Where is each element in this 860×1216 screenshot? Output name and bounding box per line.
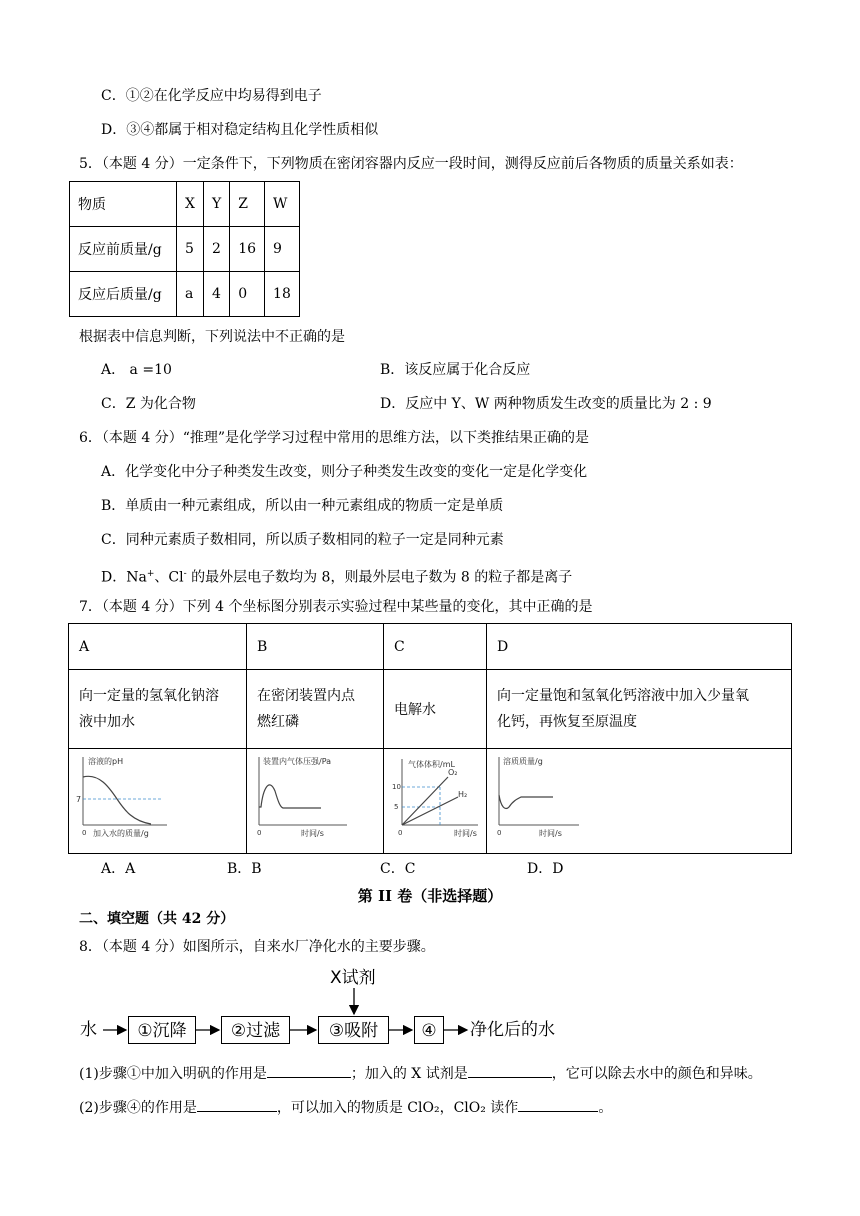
graph-b-ylabel: 装置内气体压强/Pa <box>263 757 332 766</box>
table-cell: 16 <box>230 227 265 272</box>
graph-d-ylabel: 溶质质量/g <box>503 757 543 766</box>
graph-table <box>68 623 792 854</box>
desc-d-line1: 向一定量饱和氢氧化钙溶液中加入少量氧 <box>497 688 749 704</box>
table-cell: 电解水 <box>384 670 487 749</box>
q6-option-d-prefix: D． <box>101 569 127 586</box>
q8-sub1-text-a: (1)步骤①中加入明矾的作用是 <box>79 1066 267 1082</box>
q6-option-a: A．化学变化中分子种类发生改变，则分子种类发生改变的变化一定是化学变化 <box>101 464 588 480</box>
reagent-label: X试剂 <box>330 968 376 988</box>
graph-c-h2-line <box>402 797 458 825</box>
graph-d-curve <box>499 795 553 809</box>
q6-option-c: C．同种元素质子数相同，所以质子数相同的粒子一定是同种元素 <box>101 532 504 548</box>
q5-prompt: 根据表中信息判断，下列说法中不正确的是 <box>79 329 345 345</box>
graph-c-o2-label: O₂ <box>448 768 458 777</box>
table-cell: a <box>177 272 204 317</box>
graph-a-ylabel: 溶液的pH <box>88 757 124 766</box>
q8-sub2-text-c: 。 <box>598 1100 613 1116</box>
q7-option-a: A．A <box>101 861 136 877</box>
table-row <box>69 670 792 749</box>
table-cell: D <box>487 624 792 670</box>
table-row <box>70 182 300 227</box>
q8-sub1-text-b: ；加入的 X 试剂是 <box>350 1066 468 1082</box>
q8-sub2-text-b: ，可以加入的物质是 ClO₂，ClO₂ 读作 <box>276 1100 519 1116</box>
table-cell: 2 <box>203 227 229 272</box>
table-cell: 0 <box>230 272 265 317</box>
table-cell: 反应前质量/g <box>70 227 177 272</box>
graph-c-y10: 10 <box>392 783 401 791</box>
graph-a-origin: 0 <box>82 829 87 837</box>
graph-a-xlabel: 加入水的质量/g <box>93 829 149 838</box>
table-cell: A <box>69 624 247 670</box>
q7-option-b: B．B <box>227 861 262 877</box>
table-cell: 18 <box>265 272 300 317</box>
table-cell: 5 <box>177 227 204 272</box>
graph-d <box>487 749 787 849</box>
graph-a <box>69 749 245 849</box>
graph-c <box>384 749 486 849</box>
chlorine-symbol: 、Cl <box>154 569 184 586</box>
answer-blank[interactable] <box>197 1097 277 1112</box>
q7-option-c: C．C <box>380 861 416 877</box>
graph-c-h2-label: H₂ <box>458 790 468 799</box>
table-row <box>69 624 792 670</box>
sodium-symbol: Na <box>126 569 147 586</box>
table-cell <box>487 670 792 749</box>
graph-a-curve <box>83 776 151 824</box>
q4-option-d: D．③④都属于相对稳定结构且化学性质相似 <box>101 122 379 138</box>
q8-stem: 8．（本题 4 分）如图所示，自来水厂净化水的主要步骤。 <box>79 939 435 955</box>
graph-d-origin: 0 <box>497 829 502 837</box>
table-cell: Y <box>203 182 229 227</box>
table-cell: W <box>265 182 300 227</box>
sodium-charge: + <box>146 569 155 579</box>
desc-a-line1: 向一定量的氢氧化钠溶 <box>79 688 219 704</box>
table-cell <box>247 670 384 749</box>
graph-c-origin: 0 <box>398 829 403 837</box>
graph-c-o2-line <box>402 777 448 825</box>
graph-b <box>247 749 383 849</box>
table-cell: 物质 <box>70 182 177 227</box>
table-row <box>69 749 792 854</box>
q7-stem: 7．（本题 4 分）下列 4 个坐标图分别表示实验过程中某些量的变化，其中正确的是 <box>79 599 593 615</box>
table-row <box>70 272 300 317</box>
q6-option-d-text: 的最外层电子数均为 8，则最外层电子数为 8 的粒子都是离子 <box>186 569 573 586</box>
step-four: ④ <box>414 1016 444 1044</box>
q5-stem: 5．（本题 4 分）一定条件下，下列物质在密闭容器内反应一段时间，测得反应前后各物质的质量关系如表： <box>79 156 743 172</box>
q6-option-b: B．单质由一种元素组成，所以由一种元素组成的物质一定是单质 <box>101 498 504 514</box>
q7-option-d: D．D <box>527 861 564 877</box>
graph-b-xlabel: 时间/s <box>301 829 324 838</box>
step-filtration: ②过滤 <box>221 1016 290 1044</box>
table-cell <box>69 670 247 749</box>
q4-option-c: C．①②在化学反应中均易得到电子 <box>101 88 322 104</box>
table-cell: C <box>384 624 487 670</box>
step-adsorption: ③吸附 <box>318 1016 389 1044</box>
table-cell <box>247 749 384 854</box>
q5-option-c: C．Z 为化合物 <box>101 396 196 412</box>
q8-sub1 <box>79 1063 762 1084</box>
q6-stem: 6．（本题 4 分）“推理”是化学学习过程中常用的思维方法，以下类推结果正确的是 <box>79 430 590 446</box>
table-cell: Z <box>230 182 265 227</box>
table-row <box>70 227 300 272</box>
graph-c-y5: 5 <box>394 803 399 811</box>
graph-b-curve <box>259 785 321 808</box>
table-cell: X <box>177 182 204 227</box>
chlorine-charge: - <box>183 569 187 579</box>
flow-end: 净化后的水 <box>470 1020 555 1040</box>
q6-option-d <box>101 564 572 588</box>
graph-c-xlabel: 时间/s <box>454 829 477 838</box>
section-title: 二、填空题（共 42 分） <box>79 911 235 927</box>
desc-b-line2: 燃红磷 <box>257 714 299 730</box>
q8-sub1-text-c: ，它可以除去水中的颜色和异味。 <box>551 1066 762 1082</box>
step-sedimentation: ①沉降 <box>128 1016 196 1044</box>
desc-d-line2: 化钙，再恢复至原温度 <box>497 714 637 730</box>
mass-table <box>69 181 300 317</box>
table-cell: 4 <box>203 272 229 317</box>
graph-d-xlabel: 时间/s <box>539 829 562 838</box>
answer-blank[interactable] <box>267 1063 351 1078</box>
flow-start: 水 <box>80 1020 97 1040</box>
table-cell <box>384 749 487 854</box>
q8-sub2-text-a: (2)步骤④的作用是 <box>79 1100 197 1116</box>
desc-a-line2: 液中加水 <box>79 714 135 730</box>
table-cell <box>487 749 792 854</box>
answer-blank[interactable] <box>518 1097 598 1112</box>
flow-arrows <box>0 960 860 1060</box>
table-cell <box>69 749 247 854</box>
graph-b-origin: 0 <box>257 829 262 837</box>
desc-b-line1: 在密闭装置内点 <box>257 688 355 704</box>
part2-title: 第 II 卷（非选择题） <box>357 887 503 905</box>
table-cell: 反应后质量/g <box>70 272 177 317</box>
q5-option-a: A． a =10 <box>101 362 172 378</box>
q5-option-b: B．该反应属于化合反应 <box>380 362 531 378</box>
q5-option-d: D．反应中 Y、W 两种物质发生改变的质量比为 2 : 9 <box>380 396 712 412</box>
answer-blank[interactable] <box>468 1063 552 1078</box>
graph-a-y7: 7 <box>76 795 82 804</box>
table-cell: B <box>247 624 384 670</box>
q8-sub2 <box>79 1097 612 1118</box>
graph-c-ylabel: 气体体积/mL <box>408 760 455 769</box>
table-cell: 9 <box>265 227 300 272</box>
